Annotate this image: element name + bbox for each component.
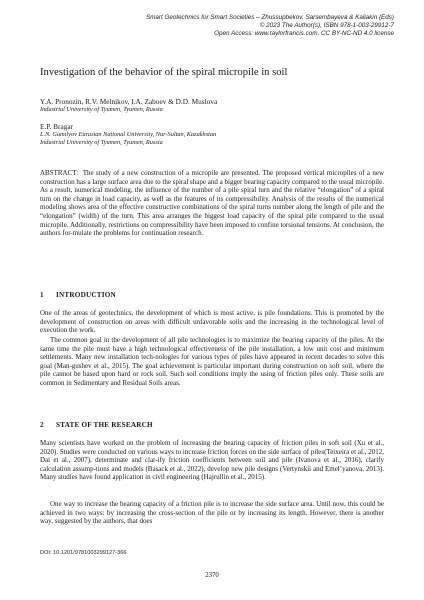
paragraph: The common goal in the development of all pile technologies is to maximize the bearing capacity of the piles. At the same time the pile must have a high technological effectiveness of the pile installation, a low unit cost and minimum settlements. Many new installation tech-nologies for various types of piles have appeared in recent decades to solve this goal (Man-gushev et al., 2015). The goal achievement is particular important during construction on soft soil, where the pile cannot be based upon hard or rock soil. Such soil conditions imply the using of friction piles only. These soils are common in Sedimentary and Residual Soils areas. <box>40 336 384 387</box>
abstract-label: ABSTRACT: <box>40 169 79 177</box>
author-names: Y.A. Pronozin, R.V. Melnikov, I.A. Zaboev & D.D. Muslova <box>40 97 218 106</box>
running-header-line-1: Smart Geotechnics for Smart Societies – Zhussupbekov, Sarsembayeva & Kaliakin (Eds) <box>145 14 394 21</box>
section-number: 1 <box>40 291 44 299</box>
author-group-1 <box>40 97 400 114</box>
abstract-text: The study of a new construction of a micropile are presented. The proposed vertical micropiles of a new construction has a large surface area due to the spiral shape and a bigger bearing capacity compared to the usual micropile. As a result, numerical modeling, the influence of the number of a pile spiral turn and the relative “elongation” of a spiral turn on the change in load capacity, as well as the features of its compressibility. Analysis of the results of the numerical modeling shows area of the effective constructive combinations of the spiral turns number along the length of pile and the “elongation” (width) of the turn. This area arranges the biggest load capacity of the spiral pile compared to the usual micropile. Additionally, restrictions on compressibility have been imposed to confine torsional tensions. At conclusion, the authors for-mulate the problems for continuation research. <box>40 169 385 238</box>
author-group-2 <box>40 122 400 147</box>
section-heading-state-of-research <box>40 421 384 430</box>
paper-title: Investigation of the behavior of the spiral micropile in soil <box>40 67 288 78</box>
section-number: 2 <box>40 421 44 429</box>
author-affiliation: L.N. Gumilyov Eurasian National University, Nur-Sultan, Kazakhstan <box>40 131 217 138</box>
abstract <box>40 169 384 238</box>
section-title: STATE OF THE RESEARCH <box>56 421 153 429</box>
page-number: 2370 <box>205 572 219 579</box>
author-affiliation: Industrial University of Tyumen, Tyumen, Russia <box>40 106 163 113</box>
running-header-line-2: © 2023 The Author(s), ISBN 978-1-003-29912-7 <box>259 22 394 30</box>
paragraph: One of the areas of geotechnics, the development of which is most active, is pile foundations. This is promoted by the development of construction on areas with difficult unfavorable soils and the increasing in the technological level of execution the work. <box>40 309 384 335</box>
paragraph: One way to increase the bearing capacity of a friction pile is to increase the side surface area. Until now, this could be achieved in two ways: by increasing the cross-section of the pile or by increasing its length. However, there is another way, suggested by the authors, that does <box>40 500 384 526</box>
section-title: INTRODUCTION <box>56 291 116 299</box>
running-header <box>34 14 394 39</box>
section-heading-introduction <box>40 291 384 300</box>
author-names: E.P. Bragar <box>40 122 74 131</box>
doi: DOI: 10.1201/9781003299127-366 <box>40 550 127 556</box>
author-affiliation: Industrial University of Tyumen, Tyumen, Russia <box>40 139 163 146</box>
paragraph: Many scientists have worked on the problem of increasing the bearing capacity of friction piles in soft soil (Xu et al., 2020). Studies were conducted on various ways to increase friction forces on the side surface of piles(Teixeira et al., 2012, Dai et al., 2007), determinate and clar-ify friction coefficients between soil and pile (Ivanova et al., 2016), clarify calculation assump-tions and models (Basack et al., 2022), develop new pile designs (Vertynskii and Emel’yanova, 2013). Many studies have found application in civil engineering (Hajrullin et al., 2015). <box>40 439 384 482</box>
running-header-line-3: Open Access: www.taylorfrancis.com, CC BY-NC-ND 4.0 license <box>214 30 394 38</box>
